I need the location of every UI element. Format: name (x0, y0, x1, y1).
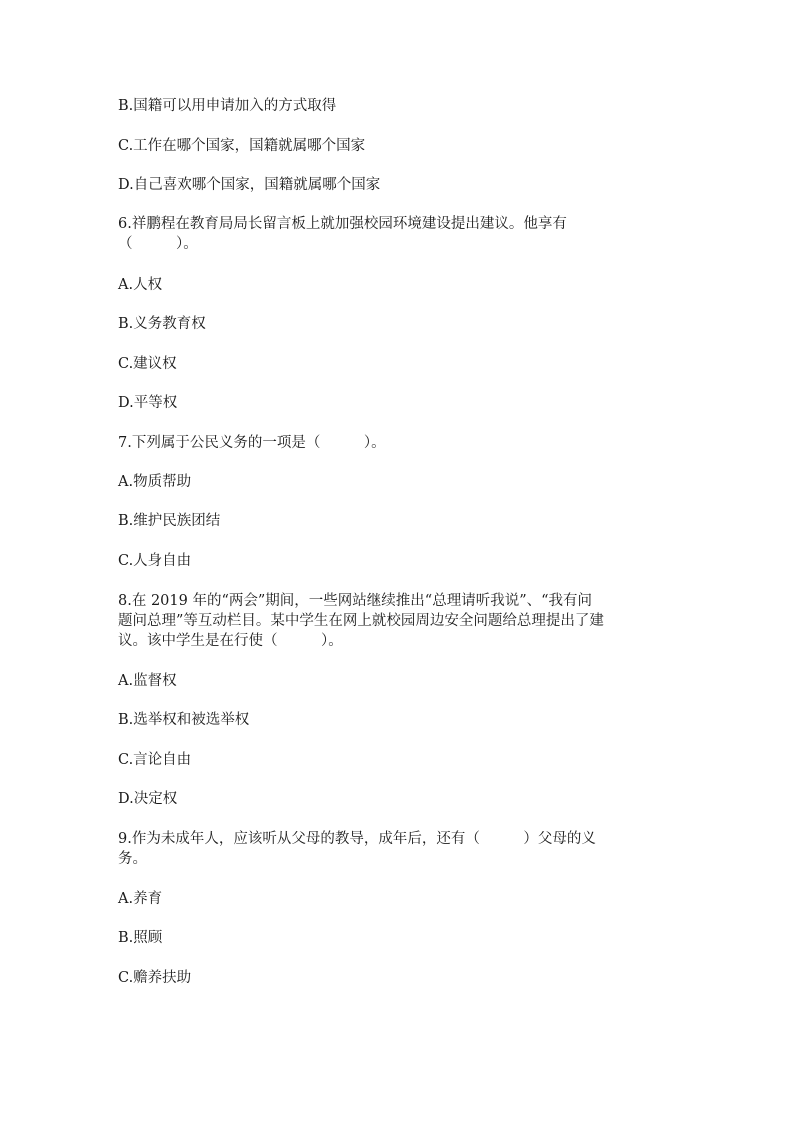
question-6-line-2: （ ）。 (118, 236, 198, 252)
option-9a: A.养育 (118, 891, 163, 907)
option-6b: B.义务教育权 (118, 316, 206, 332)
option-6a: A.人权 (118, 277, 163, 293)
option-9b: B.照顾 (118, 930, 163, 946)
question-6-line-1: 6.祥鹏程在教育局局长留言板上就加强校园环境建设提出建议。他享有 (118, 216, 567, 232)
option-6d: D.平等权 (118, 395, 178, 411)
question-8-line-3: 议。该中学生是在行使（ ）。 (118, 633, 343, 649)
question-8-line-1: 8.在 2019 年的“两会”期间，一些网站继续推出“总理请听我说”、“我有问 (118, 593, 593, 609)
option-7a: A.物质帮助 (118, 474, 192, 490)
option-8b: B.选举权和被选举权 (118, 712, 250, 728)
option-8d: D.决定权 (118, 791, 178, 807)
option-5c: C.工作在哪个国家，国籍就属哪个国家 (118, 138, 366, 154)
option-5b: B.国籍可以用申请加入的方式取得 (118, 98, 337, 114)
question-9-line-1: 9.作为未成年人，应该听从父母的教导，成年后，还有（ ）父母的义 (118, 831, 596, 847)
option-8c: C.言论自由 (118, 752, 192, 768)
option-5d: D.自己喜欢哪个国家，国籍就属哪个国家 (118, 177, 381, 193)
question-8-line-2: 题问总理”等互动栏目。某中学生在网上就校园周边安全问题给总理提出了建 (118, 613, 604, 629)
option-6c: C.建议权 (118, 356, 177, 372)
question-7: 7.下列属于公民义务的一项是（ ）。 (118, 435, 386, 451)
option-7b: B.维护民族团结 (118, 513, 221, 529)
option-8a: A.监督权 (118, 673, 177, 689)
question-9-line-2: 务。 (118, 851, 147, 867)
option-7c: C.人身自由 (118, 553, 192, 569)
option-9c: C.赡养扶助 (118, 970, 192, 986)
